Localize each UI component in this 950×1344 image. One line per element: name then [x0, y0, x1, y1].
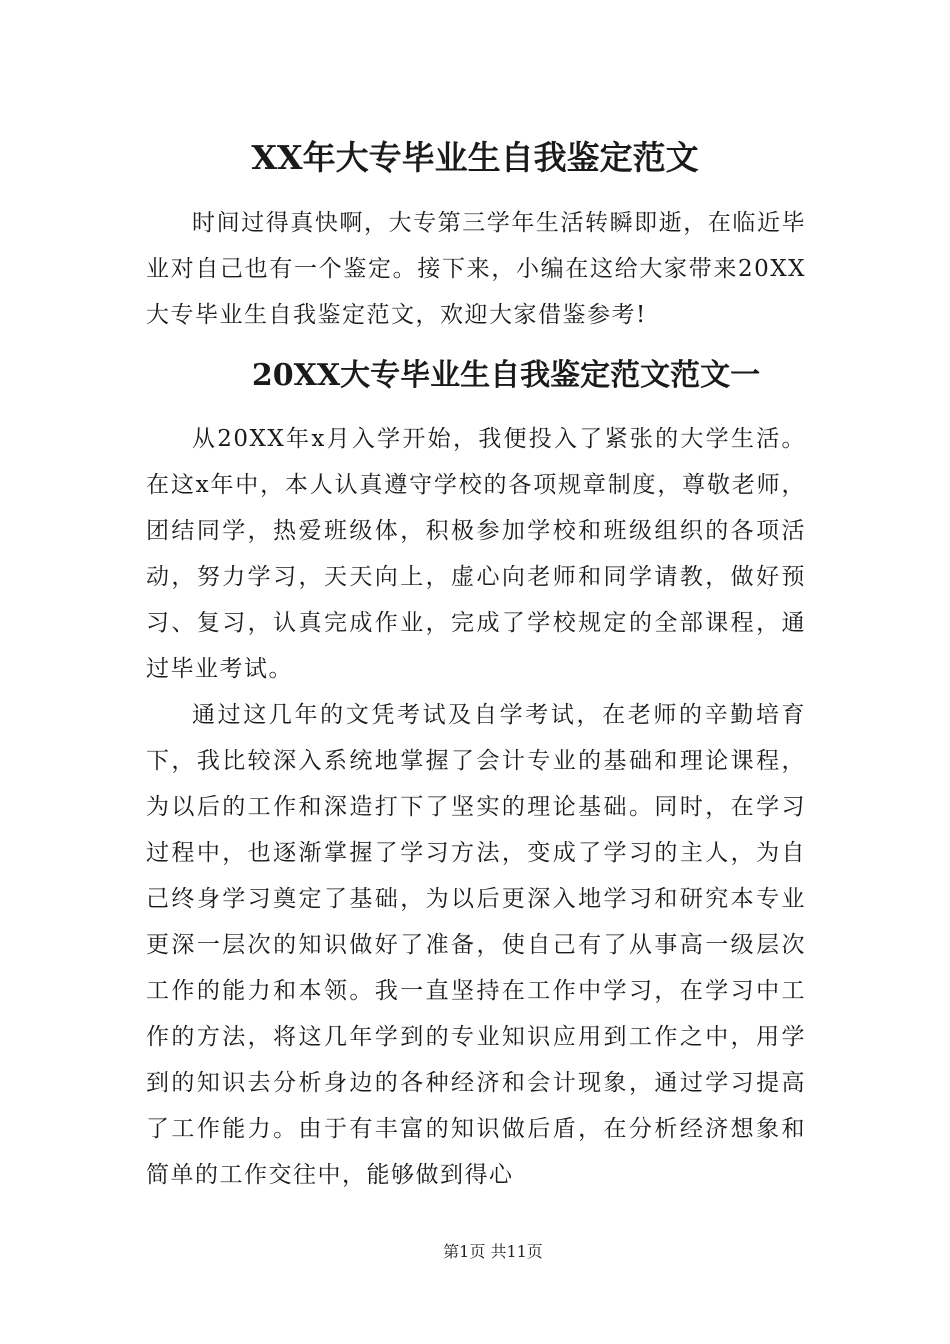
intro-paragraph: 时间过得真快啊，大专第三学年生活转瞬即逝，在临近毕业对自己也有一个鉴定。接下来，小编在这给大家带来20XX大专毕业生自我鉴定范文，欢迎大家借鉴参考! [146, 210, 806, 328]
page-footer: 第1页 共11页 [443, 1242, 543, 1261]
document-title: XX年大专毕业生自我鉴定范文 [251, 138, 699, 177]
body-paragraph-1: 从20XX年x月入学开始，我便投入了紧张的大学生活。在这x年中，本人认真遵守学校的各项规章制度，尊敬老师，团结同学，热爱班级体，积极参加学校和班级组织的各项活动，努力学习，天天向上，虚心向老师和同学请教，做好预习、复习，认真完成作业，完成了学校规定的全部课程，通过毕业考试。 [146, 426, 806, 682]
body-paragraph-2: 通过这几年的文凭考试及自学考试，在老师的辛勤培育下，我比较深入系统地掌握了会计专业的基础和理论课程，为以后的工作和深造打下了坚实的理论基础。同时，在学习过程中，也逐渐掌握了学习方法，变成了学习的主人，为自己终身学习奠定了基础，为以后更深入地学习和研究本专业更深一层次的知识做好了准备，使自己有了从事高一级层次工作的能力和本领。我一直坚持在工作中学习，在学习中工作的方法，将这几年学到的专业知识应用到工作之中，用学到的知识去分析身边的各种经济和会计现象，通过学习提高了工作能力。由于有丰富的知识做后盾，在分析经济想象和简单的工作交往中，能够做到得心 [146, 702, 806, 1188]
section-title: 20XX大专毕业生自我鉴定范文范文一 [251, 358, 761, 393]
